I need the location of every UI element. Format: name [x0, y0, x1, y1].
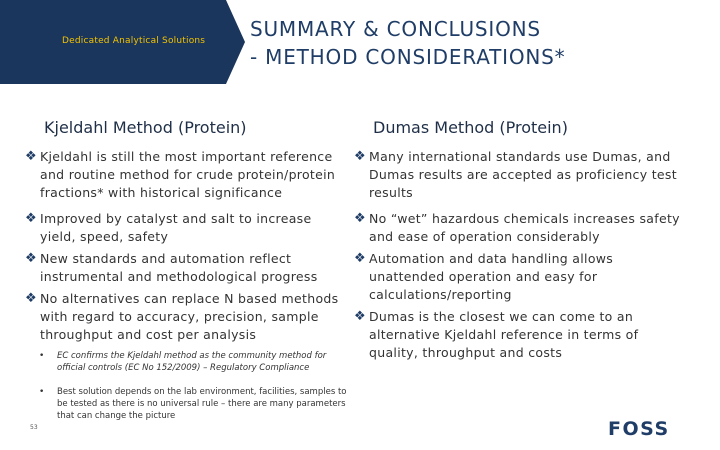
bullet-text: Many international standards use Dumas, and Dumas results are accepted as proficiency test results: [369, 149, 677, 200]
bullet-text: Kjeldahl is still the most important reference and routine method for crude protein/protein fractions* with historical significance: [40, 149, 336, 200]
bullet-text: No “wet” hazardous chemicals increases safety and ease of operation considerably: [369, 211, 680, 244]
sub-bullet-text: Best solution depends on the lab environment, facilities, samples to be tested as there is no universal rule – there are many parameters that can change the picture: [57, 387, 347, 421]
sub-bullet-text: EC confirms the Kjeldahl method as the community method for official controls (EC No 152/2009) – Regulatory Compliance: [57, 351, 327, 373]
slide-title: [250, 15, 710, 71]
logo-text: FOSS: [608, 418, 670, 439]
slide-header: [0, 0, 720, 84]
bullet-text: Improved by catalyst and salt to increase yield, speed, safety: [40, 211, 312, 244]
bullet-text: Automation and data handling allows unattended operation and easy for calculations/reporting: [369, 251, 614, 302]
dumas-bullet: [354, 210, 689, 246]
kjeldahl-bullet: [25, 250, 350, 286]
sub-bullet-dot-icon: •: [39, 387, 45, 397]
dumas-bullet: [354, 308, 689, 362]
sub-bullet-dot-icon: •: [39, 351, 45, 361]
bullet-marker-icon: ❖: [354, 149, 366, 164]
page-number: 53: [30, 424, 38, 431]
foss-logo-graphic: [608, 417, 686, 439]
kjeldahl-column: [25, 148, 350, 422]
tagline: Dedicated Analytical Solutions: [62, 36, 206, 46]
bullet-marker-icon: ❖: [25, 251, 37, 266]
kjeldahl-bullet: [25, 290, 350, 344]
bullet-text: No alternatives can replace N based methods with regard to accuracy, precision, sample throughput and cost per analysis: [40, 291, 339, 342]
dumas-heading: Dumas Method (Protein): [373, 118, 568, 137]
bullet-text: Dumas is the closest we can come to an alternative Kjeldahl reference in terms of quality, throughput and costs: [369, 309, 639, 360]
sub-bullet: [32, 350, 350, 374]
bullet-marker-icon: ❖: [25, 291, 37, 306]
bullet-text: New standards and automation reflect instrumental and methodological progress: [40, 251, 318, 284]
title-line-2: - METHOD CONSIDERATIONS*: [250, 45, 566, 69]
bullet-marker-icon: ❖: [354, 309, 366, 324]
kjeldahl-bullet: [25, 210, 350, 246]
bullet-marker-icon: ❖: [25, 149, 37, 164]
sub-bullet: [32, 386, 350, 422]
bullet-marker-icon: ❖: [354, 251, 366, 266]
dumas-bullet: [354, 148, 689, 202]
kjeldahl-heading: Kjeldahl Method (Protein): [44, 118, 247, 137]
bullet-marker-icon: ❖: [354, 211, 366, 226]
kjeldahl-bullet: [25, 148, 350, 202]
bullet-marker-icon: ❖: [25, 211, 37, 226]
title-line-1: SUMMARY & CONCLUSIONS: [250, 17, 541, 41]
dumas-bullet: [354, 250, 689, 304]
foss-logo: [608, 417, 686, 439]
dumas-column: [354, 148, 689, 362]
